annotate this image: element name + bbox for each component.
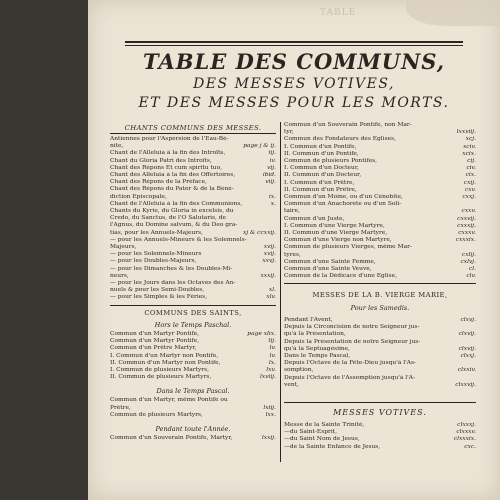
saints-sub-1: Hors le Temps Paschal.	[154, 321, 232, 329]
entry-page-ref: x.	[270, 200, 276, 207]
table-entry	[110, 172, 276, 179]
entry-title: Chant des Répons du Pater & de la Béné-	[110, 186, 234, 193]
entry-page-ref: lxx.	[265, 411, 276, 418]
entry-title: tias, pour les Annuels-Majeurs,	[110, 229, 203, 236]
table-entry	[284, 429, 476, 436]
table-entry	[284, 346, 476, 353]
entry-page-ref: cxxxij.	[457, 222, 476, 229]
vierge-rule	[284, 283, 476, 284]
vierge-section	[284, 291, 476, 389]
table-entry	[284, 353, 476, 360]
entry-page-ref: xvij.	[263, 244, 276, 251]
entry-title: I. Commun d'un Prêtre,	[284, 179, 355, 186]
table-entry	[284, 172, 476, 179]
entry-title: —de la Sainte Enfance de Jesus,	[284, 443, 381, 450]
entry-page-ref: xlv.	[266, 294, 276, 301]
table-entry	[110, 273, 276, 280]
table-entry	[284, 151, 476, 158]
entry-title: Chant des Alleluia à la fin des Offertoires,	[110, 172, 236, 179]
entry-title: somption,	[284, 367, 314, 374]
entry-page-ref: xcix.	[462, 150, 476, 157]
table-entry	[284, 375, 476, 382]
chants-list	[110, 136, 276, 302]
vierge-sub: Pour les Samedis.	[350, 304, 410, 312]
entry-title: Commun d'un Souverain Pontife, Martyr,	[110, 435, 233, 442]
table-entry	[284, 144, 476, 151]
table-entry	[284, 208, 476, 215]
entry-title: qu'à la Présentation,	[284, 331, 346, 338]
entry-page-ref: clxxj.	[460, 353, 476, 360]
table-entry	[284, 317, 476, 324]
entry-page-ref: clxvij.	[458, 331, 476, 338]
entry-page-ref: lxxviij.	[456, 129, 476, 136]
entry-page-ref: cxc.	[464, 443, 476, 450]
saints-list-3	[110, 435, 276, 442]
table-entry	[110, 237, 276, 244]
table-entry	[284, 339, 476, 346]
right-list	[284, 122, 476, 280]
table-entry	[110, 360, 276, 367]
entry-title: Chant de l'Alleluia à la fin des Communions,	[110, 200, 243, 207]
table-entry	[110, 179, 276, 186]
table-entry	[110, 435, 276, 442]
table-entry	[110, 215, 276, 222]
entry-page-ref: clxvij.	[458, 345, 476, 352]
entry-title: — pour les Jours dans les Octaves des An-	[110, 280, 236, 287]
entry-title: Dans le Temps Pascal,	[284, 353, 351, 360]
entry-title: Prêtre,	[110, 404, 131, 411]
table-entry	[284, 244, 476, 251]
table-entry	[284, 273, 476, 280]
table-entry	[110, 345, 276, 352]
table-entry	[110, 353, 276, 360]
entry-page-ref: cxxxix.	[455, 237, 476, 244]
entry-title: II. Commun d'un Pontife,	[284, 150, 359, 157]
table-entry	[284, 422, 476, 429]
entry-title: — pour les Annuels-Mineurs & les Solemnels-	[110, 236, 247, 243]
entry-title: Majeurs,	[110, 244, 137, 251]
entry-page-ref: xxvj.	[262, 258, 276, 265]
entry-title: Depuis la Présentation de notre Seigneur jus-	[284, 338, 421, 345]
votives-heading: MESSES VOTIVES.	[333, 408, 427, 417]
table-entry	[110, 266, 276, 273]
table-entry	[110, 338, 276, 345]
entry-title: II. Commun d'un Prêtre,	[284, 186, 357, 193]
book-page	[88, 0, 500, 500]
right-list-section	[284, 122, 476, 280]
entry-page-ref	[273, 280, 276, 287]
torn-corner	[406, 0, 500, 26]
entry-title: Chant des Répons de la Préface,	[110, 179, 207, 186]
entry-page-ref: xl.	[268, 287, 276, 294]
table-entry	[284, 367, 476, 374]
entry-title: Commun d'une Vierge non Martyre,	[284, 237, 392, 244]
vierge-heading: MESSES DE LA B. VIERGE MARIE,	[312, 291, 448, 299]
entry-title: vent,	[284, 381, 299, 388]
entry-page-ref: clxxxix.	[453, 436, 476, 443]
entry-title: Commun d'un Martyr Pontife,	[110, 338, 200, 345]
entry-title: Chant du Gloria Patri des Introïts,	[110, 157, 212, 164]
header-rule-thick	[125, 41, 463, 43]
entry-title: II. Commun d'une Vierge Martyre,	[284, 230, 388, 237]
entry-page-ref	[273, 266, 276, 273]
entry-title: Commun des Fondateurs des Eglises,	[284, 136, 396, 143]
entry-title: Depuis la Circoncision de notre Seigneur jus-	[284, 324, 420, 331]
entry-title: — pour les Doubles-Majeurs,	[110, 258, 197, 265]
entry-page-ref: lxiij.	[263, 404, 276, 411]
saints-list-1	[110, 331, 276, 381]
table-entry	[110, 287, 276, 294]
entry-page-ref: lx.	[268, 359, 276, 366]
entry-page-ref	[273, 222, 276, 229]
entry-title: — pour les Simples & les Féries,	[110, 294, 208, 301]
entry-title: —du Saint Nom de Jesus,	[284, 436, 360, 443]
entry-page-ref: cxxv.	[461, 208, 476, 215]
entry-page-ref	[273, 136, 276, 143]
table-entry	[110, 331, 276, 338]
page-subtitle-1: DES MESSES VOTIVES,	[193, 76, 395, 92]
entry-page-ref: clv.	[466, 273, 476, 280]
entry-title: Commun d'un Juste,	[284, 215, 345, 222]
entry-page-ref: lxv.	[266, 367, 276, 374]
entry-page-ref	[473, 244, 476, 251]
entry-title: Chant des Répons Et cum spiritu tuo,	[110, 164, 223, 171]
table-entry	[110, 412, 276, 419]
entry-page-ref: clxxvij.	[455, 381, 476, 388]
table-entry	[110, 222, 276, 229]
table-entry	[110, 165, 276, 172]
entry-title: II. Commun d'un Docteur,	[284, 172, 362, 179]
table-entry	[284, 180, 476, 187]
entry-title: Antiennes pour l'Aspersion de l'Eau-Bé-	[110, 136, 229, 142]
table-entry	[284, 129, 476, 136]
table-entry	[110, 258, 276, 265]
table-entry	[110, 294, 276, 301]
entry-page-ref: cij.	[467, 158, 476, 165]
entry-page-ref: ibid.	[262, 172, 276, 179]
saints-sub-2: Dans le Temps Pascal.	[156, 387, 230, 396]
entry-page-ref: xvij.	[263, 251, 276, 258]
entry-title: neurs,	[110, 272, 129, 279]
table-entry	[284, 230, 476, 237]
page-subtitle-2: ET DES MESSES POUR LES MORTS.	[138, 95, 450, 111]
saints-sub-3: Pendant toute l'Année.	[155, 425, 231, 434]
entry-page-ref	[273, 397, 276, 404]
entry-title: Commun de plusieurs Martyrs,	[110, 411, 203, 418]
entry-title: tyres,	[284, 251, 301, 258]
vierge-list	[284, 317, 476, 389]
table-entry	[110, 186, 276, 193]
table-entry	[110, 405, 276, 412]
table-entry	[110, 150, 276, 157]
section-rule	[110, 305, 276, 306]
table-entry	[110, 143, 276, 150]
table-entry	[284, 165, 476, 172]
entry-title: Depuis l'Octave de l'Assomption jusqu'à l'A-	[284, 374, 416, 381]
entry-page-ref: clxxxv.	[456, 429, 476, 436]
page-title: TABLE DES COMMUNS,	[142, 49, 446, 74]
table-entry	[284, 223, 476, 230]
entry-title: Commun d'un Martyr Pontife,	[110, 331, 200, 337]
entry-page-ref: cxij.	[463, 179, 476, 186]
table-entry	[284, 237, 476, 244]
entry-title: taire,	[284, 208, 300, 215]
entry-title: nite,	[110, 143, 124, 150]
entry-page-ref: vij.	[267, 164, 276, 171]
entry-page-ref: xxxij.	[260, 272, 276, 279]
table-entry	[110, 251, 276, 258]
saints-list-2	[110, 397, 276, 419]
entry-title: Commun d'un Souverain Pontife, non Mar-	[284, 122, 412, 128]
entry-page-ref: lij.	[268, 338, 276, 345]
column-divider	[280, 122, 281, 462]
entry-title: Chant de l'Alleluia à la fin des Introïts,	[110, 150, 226, 157]
table-entry	[284, 158, 476, 165]
entry-page-ref	[473, 201, 476, 208]
entry-title: nuels & pour les Semi-Doubles,	[110, 287, 205, 294]
table-entry	[284, 324, 476, 331]
table-entry	[110, 280, 276, 287]
entry-title: Credo, du Sanctus, de l'O Salutaris, de	[110, 215, 227, 222]
entry-page-ref: cxv.	[464, 186, 476, 193]
table-entry	[110, 158, 276, 165]
entry-title: Commun de la Dédicace d'une Eglise,	[284, 273, 397, 280]
entry-title: Pendant l'Avent,	[284, 317, 333, 323]
table-entry	[284, 259, 476, 266]
saints-section	[110, 309, 276, 442]
entry-page-ref: cix.	[465, 172, 476, 179]
entry-page-ref: clxvj.	[460, 317, 476, 323]
entry-title: II. Commun d'un Martyr non Pontife,	[110, 359, 221, 366]
entry-page-ref: cxxvij.	[457, 215, 476, 222]
entry-title: Commun d'un Moine, ou d'un Cénobite,	[284, 194, 403, 201]
entry-title: Depuis l'Octave de la Fête-Dieu jusqu'à l'As-	[284, 360, 416, 367]
entry-page-ref	[273, 215, 276, 222]
entry-page-ref: cxlvj.	[460, 258, 476, 265]
entry-title: Commun d'un Martyr, même Pontife ou	[110, 397, 228, 404]
entry-page-ref: lxxij.	[261, 435, 276, 442]
entry-title: diction Episcopale,	[110, 193, 167, 200]
entry-title: — pour les Dimanches & les Doubles-Mi-	[110, 265, 233, 272]
entry-title: II. Commun de plusieurs Martyrs,	[110, 374, 212, 381]
entry-page-ref: cxlij.	[461, 251, 476, 258]
entry-page-ref	[273, 237, 276, 244]
entry-page-ref: cxxj.	[462, 194, 476, 201]
entry-page-ref: iij.	[268, 150, 276, 157]
table-entry	[284, 201, 476, 208]
entry-page-ref: viij.	[265, 179, 276, 186]
table-entry	[110, 208, 276, 215]
table-entry	[284, 216, 476, 223]
chants-heading: CHANTS COMMUNS DES MESSES.	[110, 124, 276, 134]
entry-page-ref	[473, 375, 476, 382]
table-entry	[284, 252, 476, 259]
entry-page-ref: cl.	[468, 266, 476, 273]
saints-heading: COMMUNS DES SAINTS,	[144, 309, 242, 317]
entry-title: Chants du Kyrie, du Gloria in excelsis, du	[110, 208, 234, 215]
entry-title: Commun d'une Sainte Veuve,	[284, 266, 372, 273]
entry-page-ref: page xlix.	[247, 331, 276, 337]
votives-rule	[284, 402, 476, 403]
table-entry	[110, 194, 276, 201]
entry-page-ref	[473, 122, 476, 129]
entry-title: Commun d'un Prêtre Martyr,	[110, 345, 197, 352]
table-entry	[284, 187, 476, 194]
table-entry	[110, 201, 276, 208]
votives-section	[284, 408, 476, 451]
table-entry	[284, 331, 476, 338]
ghost-header: TABLE	[320, 8, 357, 18]
table-entry	[284, 266, 476, 273]
entry-page-ref: xciv.	[462, 143, 476, 150]
entry-page-ref: civ.	[466, 165, 476, 172]
votives-list	[284, 422, 476, 451]
entry-page-ref: lv.	[269, 352, 276, 359]
entry-page-ref	[473, 339, 476, 346]
entry-page-ref	[473, 360, 476, 367]
table-entry	[284, 436, 476, 443]
entry-title: I. Commun d'un Martyr non Pontife,	[110, 352, 219, 359]
entry-title: Commun d'un Anachorete ou d'un Soli-	[284, 201, 402, 208]
header-rule-thin	[125, 45, 463, 46]
entry-title: —du Saint-Esprit,	[284, 429, 337, 436]
table-entry	[110, 136, 276, 143]
table-entry	[110, 244, 276, 251]
entry-title: tyr,	[284, 129, 294, 136]
entry-page-ref: xj & ccxxij.	[243, 229, 276, 236]
entry-title: qu'à la Septuagésime,	[284, 345, 350, 352]
entry-page-ref: lv.	[269, 345, 276, 352]
entry-page-ref: lxviij.	[259, 374, 276, 381]
table-entry	[110, 367, 276, 374]
entry-page-ref: xcj.	[465, 136, 476, 143]
table-entry	[110, 374, 276, 381]
entry-title: I. Commun d'une Vierge Martyre,	[284, 222, 385, 229]
entry-page-ref	[473, 324, 476, 331]
entry-title: Commun d'une Sainte Femme,	[284, 258, 376, 265]
chants-section	[110, 124, 276, 302]
table-entry	[284, 382, 476, 389]
entry-title: Commun de plusieurs Vierges, même Mar-	[284, 244, 412, 251]
table-entry	[284, 136, 476, 143]
table-entry	[284, 360, 476, 367]
entry-page-ref: cxxxv.	[458, 230, 476, 237]
entry-page-ref: iv.	[269, 157, 276, 164]
entry-title: — pour les Solemnels-Mineurs	[110, 251, 202, 258]
entry-title: I. Commun de plusieurs Martyrs,	[110, 367, 209, 374]
entry-title: Messe de la Sainte Trinité,	[284, 422, 365, 428]
entry-page-ref: ix.	[268, 193, 276, 200]
entry-page-ref: page j & ij.	[243, 143, 276, 150]
entry-title: I. Commun d'un Docteur,	[284, 165, 359, 172]
entry-page-ref: clxxiv.	[457, 367, 476, 374]
table-entry	[284, 122, 476, 129]
entry-title: I. Commun d'un Pontife,	[284, 143, 357, 150]
entry-title: l'Agnus, du Domine salvum, & du Deo gra-	[110, 222, 238, 229]
table-entry	[284, 194, 476, 201]
entry-page-ref: clxxxj.	[457, 422, 476, 428]
entry-page-ref	[273, 208, 276, 215]
table-entry	[110, 230, 276, 237]
entry-title: Commun de plusieurs Pontifes,	[284, 158, 378, 165]
table-entry	[110, 397, 276, 404]
table-entry	[284, 444, 476, 451]
entry-page-ref	[273, 186, 276, 193]
